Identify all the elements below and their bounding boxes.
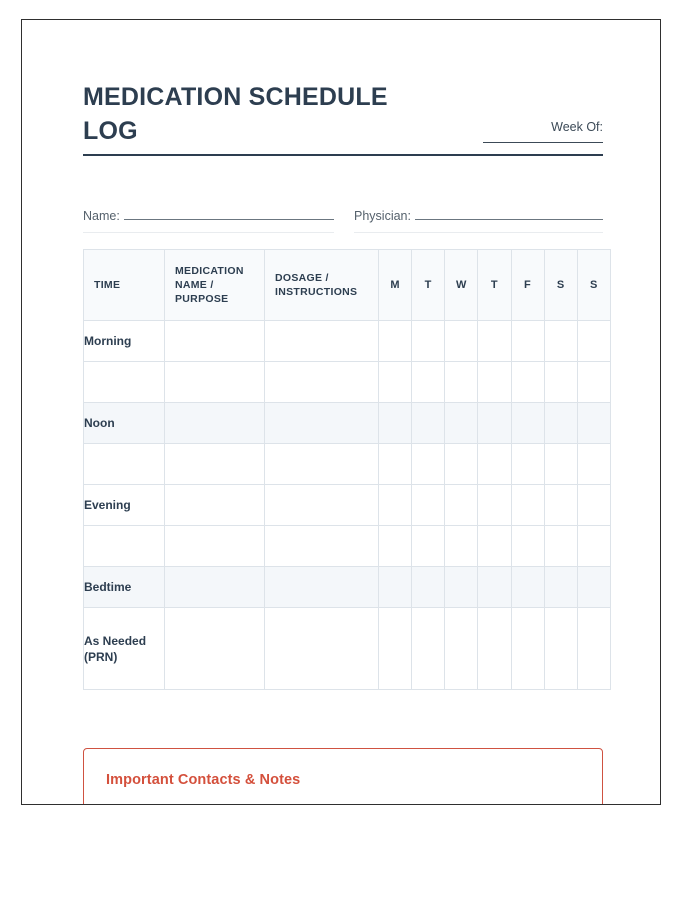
row-time-label: Noon [84, 403, 165, 444]
cell-day-checkbox[interactable] [379, 362, 412, 403]
cell-dosage-instructions[interactable] [265, 444, 379, 485]
cell-day-checkbox[interactable] [478, 444, 511, 485]
cell-day-checkbox[interactable] [511, 403, 544, 444]
table-body [84, 321, 611, 690]
cell-day-blocked [445, 608, 478, 690]
cell-day-checkbox[interactable] [379, 567, 412, 608]
cell-medication-name[interactable] [165, 403, 265, 444]
cell-day-checkbox[interactable] [412, 403, 445, 444]
cell-day-checkbox[interactable] [379, 403, 412, 444]
cell-day-blocked [379, 608, 412, 690]
cell-day-checkbox[interactable] [511, 321, 544, 362]
cell-dosage-instructions[interactable] [265, 485, 379, 526]
cell-day-checkbox[interactable] [478, 567, 511, 608]
column-header-day-sunday: S [577, 250, 610, 321]
row-time-label: Evening [84, 485, 165, 526]
cell-day-checkbox[interactable] [379, 444, 412, 485]
column-header-day-thursday: T [478, 250, 511, 321]
cell-day-checkbox[interactable] [577, 444, 610, 485]
week-of-field[interactable] [463, 80, 603, 143]
cell-day-checkbox[interactable] [412, 567, 445, 608]
table-row [84, 567, 611, 608]
cell-medication-name[interactable] [165, 608, 265, 690]
cell-day-checkbox[interactable] [445, 444, 478, 485]
table-row [84, 526, 611, 567]
week-of-label: Week Of: [551, 120, 603, 134]
cell-medication-name[interactable] [165, 526, 265, 567]
cell-day-checkbox[interactable] [544, 321, 577, 362]
table-header [84, 250, 611, 321]
table-row [84, 403, 611, 444]
name-field-blank-line[interactable] [124, 208, 334, 220]
page-title: MEDICATION SCHEDULE LOG [83, 83, 388, 145]
patient-info-fields [83, 208, 603, 233]
column-header-time: TIME [84, 250, 165, 321]
cell-medication-name[interactable] [165, 444, 265, 485]
name-field-label: Name: [83, 209, 120, 223]
table-row [84, 444, 611, 485]
cell-day-blocked [511, 608, 544, 690]
physician-field-blank-line[interactable] [415, 208, 603, 220]
row-time-label: As Needed (PRN) [84, 608, 165, 690]
title-divider-rule [83, 154, 603, 156]
name-field[interactable] [83, 208, 334, 233]
cell-day-checkbox[interactable] [478, 403, 511, 444]
cell-day-checkbox[interactable] [478, 321, 511, 362]
cell-day-checkbox[interactable] [379, 485, 412, 526]
cell-dosage-instructions[interactable] [265, 567, 379, 608]
cell-day-checkbox[interactable] [577, 403, 610, 444]
cell-dosage-instructions[interactable] [265, 403, 379, 444]
week-of-blank-line[interactable] [483, 141, 603, 143]
column-header-day-friday: F [511, 250, 544, 321]
row-time-label [84, 526, 165, 567]
cell-day-checkbox[interactable] [412, 526, 445, 567]
column-header-day-monday: M [379, 250, 412, 321]
cell-dosage-instructions[interactable] [265, 321, 379, 362]
row-time-label: Morning [84, 321, 165, 362]
cell-dosage-instructions[interactable] [265, 362, 379, 403]
cell-day-blocked [577, 608, 610, 690]
cell-day-checkbox[interactable] [577, 485, 610, 526]
cell-day-checkbox[interactable] [577, 362, 610, 403]
column-header-day-tuesday: T [412, 250, 445, 321]
column-header-medication: MEDICATION NAME / PURPOSE [165, 250, 265, 321]
cell-day-checkbox[interactable] [445, 403, 478, 444]
cell-day-checkbox[interactable] [412, 485, 445, 526]
cell-day-blocked [478, 608, 511, 690]
table-row [84, 608, 611, 690]
cell-day-checkbox[interactable] [511, 444, 544, 485]
cell-day-blocked [544, 608, 577, 690]
cell-day-checkbox[interactable] [445, 485, 478, 526]
column-header-day-wednesday: W [445, 250, 478, 321]
cell-day-checkbox[interactable] [478, 485, 511, 526]
important-contacts-box[interactable] [83, 748, 603, 805]
medication-schedule-table [83, 249, 611, 690]
cell-day-checkbox[interactable] [577, 526, 610, 567]
cell-dosage-instructions[interactable] [265, 526, 379, 567]
cell-day-checkbox[interactable] [544, 485, 577, 526]
cell-day-checkbox[interactable] [544, 444, 577, 485]
table-row [84, 362, 611, 403]
cell-day-checkbox[interactable] [478, 526, 511, 567]
cell-day-checkbox[interactable] [544, 362, 577, 403]
cell-day-checkbox[interactable] [577, 321, 610, 362]
row-time-label: Bedtime [84, 567, 165, 608]
cell-medication-name[interactable] [165, 321, 265, 362]
cell-day-checkbox[interactable] [544, 567, 577, 608]
cell-day-checkbox[interactable] [412, 321, 445, 362]
cell-day-checkbox[interactable] [544, 526, 577, 567]
cell-day-checkbox[interactable] [412, 444, 445, 485]
cell-day-checkbox[interactable] [478, 362, 511, 403]
table-row [84, 485, 611, 526]
cell-day-checkbox[interactable] [445, 567, 478, 608]
important-contacts-title: Important Contacts & Notes [106, 772, 301, 788]
cell-day-checkbox[interactable] [511, 567, 544, 608]
cell-day-checkbox[interactable] [577, 567, 610, 608]
cell-medication-name[interactable] [165, 567, 265, 608]
cell-day-checkbox[interactable] [379, 321, 412, 362]
column-header-dosage: DOSAGE / INSTRUCTIONS [265, 250, 379, 321]
cell-day-checkbox[interactable] [511, 362, 544, 403]
title-block [83, 80, 603, 156]
column-header-day-saturday: S [544, 250, 577, 321]
cell-day-checkbox[interactable] [379, 526, 412, 567]
cell-dosage-instructions[interactable] [265, 608, 379, 690]
physician-field[interactable] [354, 208, 603, 233]
cell-day-checkbox[interactable] [511, 485, 544, 526]
physician-field-label: Physician: [354, 209, 411, 223]
row-time-label [84, 362, 165, 403]
cell-day-blocked [412, 608, 445, 690]
cell-medication-name[interactable] [165, 362, 265, 403]
cell-day-checkbox[interactable] [511, 526, 544, 567]
row-time-label [84, 444, 165, 485]
document-page [21, 19, 661, 805]
cell-day-checkbox[interactable] [445, 362, 478, 403]
table-row [84, 321, 611, 362]
cell-day-checkbox[interactable] [445, 321, 478, 362]
cell-medication-name[interactable] [165, 485, 265, 526]
cell-day-checkbox[interactable] [544, 403, 577, 444]
table-header-row [84, 250, 611, 321]
cell-day-checkbox[interactable] [445, 526, 478, 567]
cell-day-checkbox[interactable] [412, 362, 445, 403]
